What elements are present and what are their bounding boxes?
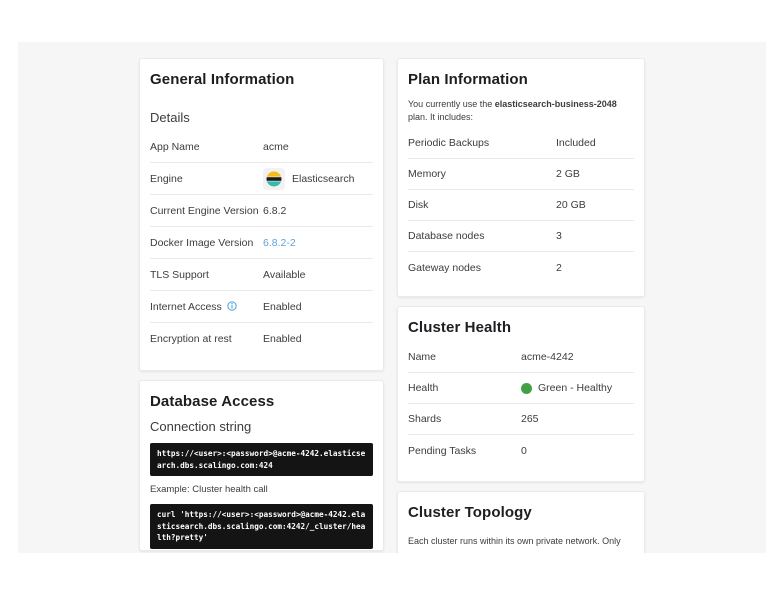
shards-label: Shards [408, 413, 442, 425]
encryption-label: Encryption at rest [150, 333, 232, 345]
row-disk [408, 190, 634, 221]
app-name-value: acme [263, 140, 289, 153]
plan-rows [408, 128, 634, 283]
disk-value: 20 GB [556, 199, 586, 211]
plan-information-card [397, 58, 645, 297]
memory-value: 2 GB [556, 168, 580, 180]
row-engine-version [150, 195, 373, 227]
row-app-name [150, 131, 373, 163]
connection-string-code: https://<user>:<password>@acme-4242.elasticsearch.dbs.scalingo.com:424 [150, 443, 373, 476]
general-information-rows [150, 131, 373, 355]
plan-name: elasticsearch-business-2048 [494, 99, 617, 109]
cluster-name-value: acme-4242 [521, 351, 574, 363]
row-health-status [408, 373, 634, 404]
gateway-nodes-value: 2 [556, 261, 562, 274]
docker-image-version-link[interactable]: 6.8.2-2 [263, 236, 296, 249]
plan-information-title: Plan Information [408, 71, 528, 88]
engine-version-label: Current Engine Version [150, 204, 259, 217]
tls-support-label: TLS Support [150, 268, 209, 281]
health-value [521, 382, 634, 394]
plan-intro-text [408, 98, 634, 124]
database-access-card [139, 380, 384, 551]
row-memory [408, 159, 634, 190]
pending-tasks-label: Pending Tasks [408, 444, 477, 457]
cluster-topology-card [397, 491, 645, 553]
right-column [397, 58, 645, 553]
engine-name: Elasticsearch [292, 172, 355, 185]
row-tls-support [150, 259, 373, 291]
row-database-nodes [408, 221, 634, 252]
cards-layout [139, 58, 645, 553]
internet-access-value: Enabled [263, 300, 302, 313]
database-nodes-value: 3 [556, 230, 562, 242]
cluster-topology-title: Cluster Topology [408, 504, 532, 521]
left-column [139, 58, 384, 551]
plan-intro-prefix: You currently use the [408, 99, 495, 109]
general-information-card [139, 58, 384, 371]
example-command-code: curl 'https://<user>:<password>@acme-4242.elasticsearch.dbs.scalingo.com:4242/_cluster/health?pretty' [150, 504, 373, 549]
plan-intro-suffix: plan. It includes: [408, 112, 474, 122]
tls-support-value: Available [263, 268, 306, 281]
row-docker-image-version [150, 227, 373, 259]
details-subtitle: Details [150, 110, 190, 125]
row-gateway-nodes [408, 252, 634, 283]
elasticsearch-icon [263, 168, 285, 190]
example-call-label: Example: Cluster health call [150, 484, 268, 495]
app-name-label: App Name [150, 140, 200, 153]
engine-value [263, 168, 373, 190]
info-icon[interactable] [227, 301, 237, 311]
health-status-text: Green - Healthy [538, 382, 613, 394]
shards-value: 265 [521, 413, 539, 425]
encryption-value: Enabled [263, 333, 302, 345]
engine-version-value: 6.8.2 [263, 204, 287, 217]
periodic-backups-value: Included [556, 137, 596, 149]
internet-access-label: Internet Access [150, 300, 222, 313]
internet-access-label-wrap [150, 301, 263, 313]
row-shards [408, 404, 634, 435]
row-cluster-name [408, 342, 634, 373]
database-nodes-label: Database nodes [408, 230, 485, 242]
gateway-nodes-label: Gateway nodes [408, 261, 481, 274]
pending-tasks-value: 0 [521, 444, 527, 457]
row-internet-access [150, 291, 373, 323]
row-pending-tasks [408, 435, 634, 466]
memory-label: Memory [408, 168, 446, 180]
health-label: Health [408, 382, 439, 394]
connection-string-subtitle: Connection string [150, 419, 252, 434]
health-status-dot [521, 383, 532, 394]
cluster-health-title: Cluster Health [408, 319, 512, 336]
database-access-title: Database Access [150, 393, 275, 410]
content-panel [18, 42, 766, 553]
engine-label: Engine [150, 172, 183, 185]
cluster-name-label: Name [408, 351, 437, 363]
general-information-title: General Information [150, 71, 295, 88]
row-encryption-at-rest [150, 323, 373, 355]
periodic-backups-label: Periodic Backups [408, 137, 490, 149]
row-engine [150, 163, 373, 195]
cluster-topology-body: Each cluster runs within its own private network. Only [408, 536, 621, 546]
cluster-health-card [397, 306, 645, 482]
row-periodic-backups [408, 128, 634, 159]
disk-label: Disk [408, 199, 429, 211]
cluster-health-rows [408, 342, 634, 466]
docker-image-label: Docker Image Version [150, 236, 254, 249]
